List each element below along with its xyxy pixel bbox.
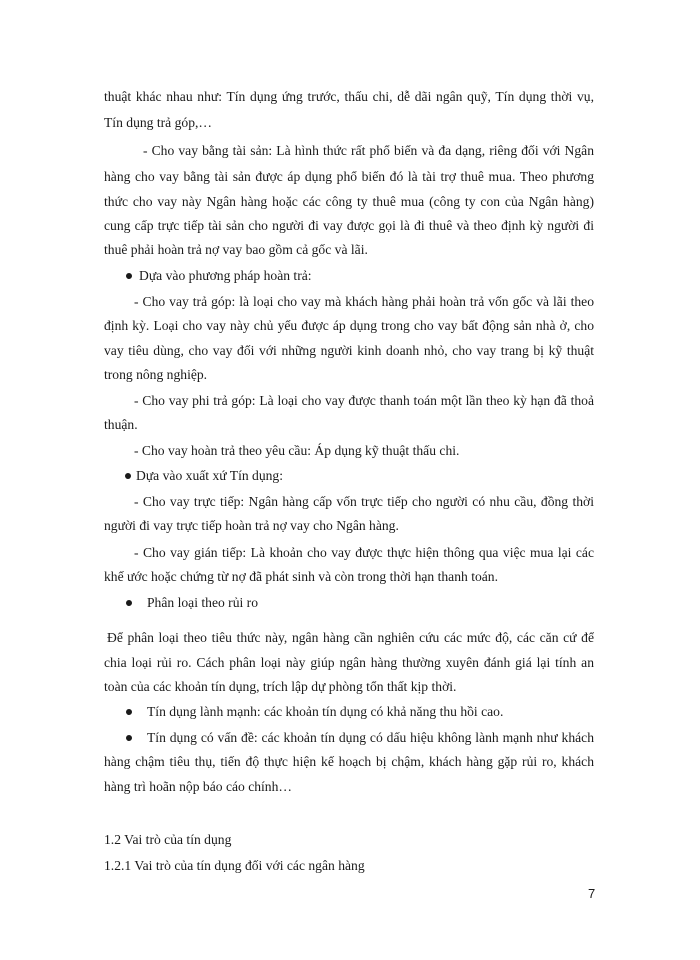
- paragraph-line: toàn của các khoản tín dụng, trích lập dự phòng tổn thất kịp thời.: [104, 679, 457, 694]
- paragraph-line: cung cấp trực tiếp tài sản cho người đi vay được gọi là đi thuê và theo định kỳ người đi: [104, 218, 594, 233]
- bullet-dot: [126, 273, 132, 279]
- paragraph-line: vay tiêu dùng, cho vay đối với những người kinh doanh nhỏ, cho vay trang bị kỹ thuật: [104, 343, 594, 358]
- paragraph-line: định kỳ. Loại cho vay này chủ yếu được áp dụng trong cho vay bất động sản nhà ở, cho: [104, 318, 594, 333]
- subsection-heading: 1.2.1 Vai trò của tín dụng đối với các ngân hàng: [104, 858, 365, 873]
- paragraph-line: thức cho vay này Ngân hàng hoặc các công ty thuê mua (công ty con của Ngân hàng): [104, 194, 594, 209]
- paragraph-line: chia loại rủi ro. Cách phân loại này giúp ngân hàng thường xuyên đánh giá lại tính an: [104, 655, 594, 670]
- bullet-heading: Phân loại theo rủi ro: [147, 595, 258, 610]
- paragraph-line: thuật khác nhau như: Tín dụng ứng trước, thấu chi, dễ dãi ngân quỹ, Tín dụng thời vụ,: [104, 89, 594, 104]
- paragraph-line: - Cho vay trực tiếp: Ngân hàng cấp vốn trực tiếp cho người có nhu cầu, đồng thời: [134, 494, 594, 509]
- paragraph-line: - Cho vay gián tiếp: Là khoản cho vay được thực hiện thông qua việc mua lại các: [134, 545, 594, 560]
- paragraph-line: hàng chậm tiêu thụ, tiến độ thực hiện kế hoạch bị chậm, khách hàng gặp rủi ro, khách: [104, 754, 594, 769]
- paragraph-line: hàng trì hoãn nộp báo cáo chính…: [104, 779, 292, 794]
- paragraph-line: thuận.: [104, 417, 138, 432]
- paragraph-line: - Cho vay hoàn trả theo yêu cầu: Áp dụng kỹ thuật thấu chi.: [134, 443, 460, 458]
- paragraph-line: hàng cho vay bằng tài sản được áp dụng phổ biến đó là tài trợ thuê mua. Theo phương: [104, 169, 594, 184]
- section-heading: 1.2 Vai trò của tín dụng: [104, 832, 232, 847]
- bullet-heading: Dựa vào phương pháp hoàn trả:: [139, 268, 312, 283]
- paragraph-line: - Cho vay trả góp: là loại cho vay mà khách hàng phải hoàn trả vốn gốc và lãi theo: [134, 294, 594, 309]
- paragraph-line: thuê phải hoàn trả nợ vay bao gồm cả gốc và lãi.: [104, 242, 368, 257]
- bullet-dot: [126, 735, 132, 741]
- page-number: 7: [588, 886, 596, 901]
- bullet-heading: Dựa vào xuất xứ Tín dụng:: [136, 468, 284, 483]
- paragraph-line: khế ước hoặc chứng từ nợ đã phát sinh và còn trong thời hạn thanh toán.: [104, 569, 498, 584]
- bullet-item: Tín dụng lành mạnh: các khoản tín dụng có khả năng thu hồi cao.: [147, 704, 504, 719]
- paragraph-line: - Cho vay bằng tài sản: Là hình thức rất phổ biến và đa dạng, riêng đối với Ngân: [143, 143, 594, 158]
- bullet-dot: [126, 600, 132, 606]
- paragraph-line: - Cho vay phi trả góp: Là loại cho vay được thanh toán một lần theo kỳ hạn đã thoả: [134, 393, 594, 408]
- bullet-dot: [126, 709, 132, 715]
- bullet-dot: [125, 473, 131, 479]
- paragraph-line: Để phân loại theo tiêu thức này, ngân hàng cần nghiên cứu các mức độ, các căn cứ để: [107, 630, 594, 645]
- paragraph-line: người đi vay trực tiếp hoàn trả nợ vay cho Ngân hàng.: [104, 518, 399, 533]
- paragraph-line: Tín dụng trả góp,…: [104, 115, 212, 130]
- paragraph-line: trong nông nghiệp.: [104, 367, 208, 382]
- bullet-item: Tín dụng có vấn đề: các khoản tín dụng có dấu hiệu không lành mạnh như khách: [147, 730, 594, 745]
